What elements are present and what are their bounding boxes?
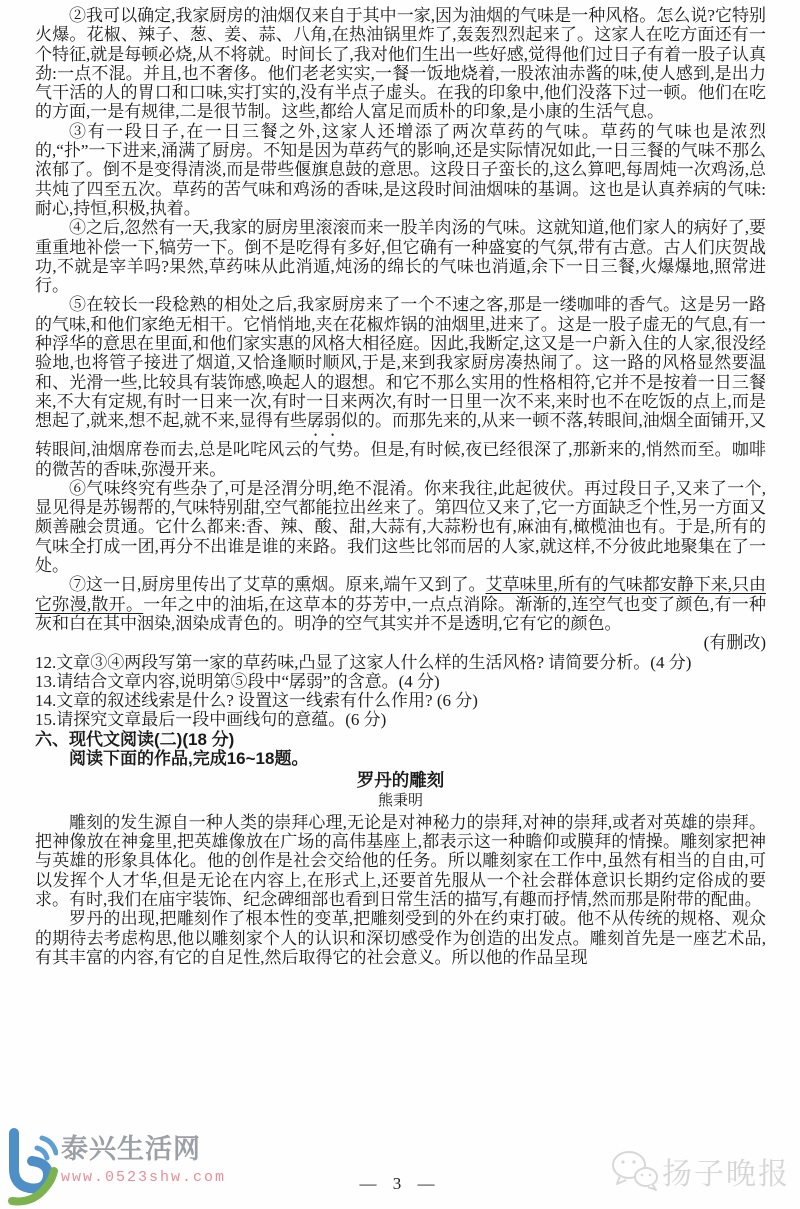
paragraph-7-text-after: 一年之中的油垢,在这草本的芬芳中,一点点消除。渐渐的,连空气也变了颜色,有一种灰和白在其中洇染,洇染成青色的。明净的空气其实并不是透明,它有它的颜色。 — [35, 594, 766, 633]
paragraph-5-text-after: 似的。而那先来的,从来一顿不落,转眼间,油烟全面铺开,又转眼间,油烟席卷而去,总是叱咤风云的气势。但是,有时候,夜已经很深了,那新来的,悄然而至。咖啡的微苦的香味,弥漫开来。 — [35, 411, 766, 479]
passage-paragraph-4: ④之后,忽然有一天,我家的厨房里滚滚而来一股羊肉汤的气味。这就知道,他们家人的病好了,要重重地补偿一下,犒劳一下。倒不是吃得有多好,但它确有一种盛宴的气氛,带有古意。古人们庆贺战功,不就是宰羊吗?果然,草药味从此消遁,炖汤的绵长的气味也消遁,余下一日三餐,火爆爆地,照常进行。 — [35, 218, 766, 296]
edit-note: (有删改) — [703, 633, 766, 653]
yangzi-watermark — [610, 1149, 790, 1193]
question-13: 13.请结合文章内容,说明第⑤段中“孱弱”的含意。(4 分) — [35, 671, 440, 691]
question-15: 15.请探究文章最后一段中画线句的意蕴。(6 分) — [35, 710, 387, 730]
essay-author: 熊秉明 — [377, 792, 423, 809]
page-number: — 3 — — [359, 1174, 441, 1193]
essay-title: 罗丹的雕刻 — [356, 770, 445, 791]
section-six-header: 六、现代文阅读(二)(18 分) — [35, 729, 235, 749]
rodin-paragraph-2: 罗丹的出现,把雕刻作了根本性的变革,把雕刻受到的外在约束打破。他不从传统的规格、观众的期待去考虑构思,他以雕刻家个人的认识和深切感受作为创造的出发点。雕刻首先是一座艺术品,有其丰富的内容,有它的自足性,然后取得它的社会意义。所以他的作品呈现 — [35, 909, 766, 967]
passage-paragraph-2: ②我可以确定,我家厨房的油烟仅来自于其中一家,因为油烟的气味是一种风格。怎么说?它特别火爆。花椒、辣子、葱、姜、蒜、八角,在热油锅里炸了,轰轰烈烈起来了。这家人在吃方面还有一个特征,就是每顿必烧,从不将就。时间长了,我对他们生出一些好感,觉得他们过日子有着一股子认真劲:一点不混。并且,也不奢侈。他们老老实实,一餐一饭地烧着,一股浓油赤酱的味,使人感到,是出力气干活的人的胃口和口味,实打实的,没有半点子虚头。在我的印象中,他们没落下过一顿。他们在吃的方面,一是有规律,二是很节制。这些,都给人富足而质朴的印象,是小康的生活气息。 — [35, 6, 766, 122]
wechat-icon — [610, 1150, 658, 1192]
question-14: 14.文章的叙述线索是什么? 设置这一线索有什么作用? (6 分) — [35, 691, 478, 711]
passage-paragraph-6: ⑥气味终究有些杂了,可是泾渭分明,绝不混淆。你来我往,此起彼伏。再过段日子,又来了一个,显见得是苏锡帮的,气味特别甜,空气都能拉出丝来了。第四位又来了,它一方面缺乏个性,另一方面又颇善融会贯通。它什么都来:香、辣、酸、甜,大蒜有,大蒜粉也有,麻油有,橄榄油也有。于是,所有的气味全打成一团,再分不出谁是谁的来路。我们这些比邻而居的人家,就这样,不分彼此地聚集在了一处。 — [35, 478, 766, 576]
yangzi-watermark-text: 扬子晚报 — [662, 1158, 790, 1191]
taixing-logo-icon — [4, 1127, 58, 1207]
taixing-site-watermark — [4, 1127, 226, 1207]
site-url: www.0523shw.com — [61, 1169, 227, 1186]
paragraph-5-text: ⑤在较长一段稔熟的相处之后,我家厨房来了一个不速之客,那是一缕咖啡的香气。这是另一路的气味,和他们家绝无相干。它悄悄地,夹在花椒炸锅的油烟里,进来了。这是一股子虚无的气息,有一种浮华的意思在里面,和他们家实惠的风格大相径庭。因此,我断定,这又是一户新入住的人家,很没经验地,也将管子接进了烟道,又恰逢顺时顺风,于是,来到我家厨房凑热闹了。这一路的风格显然要温和、光滑一些,比较具有装饰感,唤起人的遐想。和它不那么实用的性格相符,它并不是按着一日三餐来,不大有定规,有时一日来一次,有时一日来两次,有时一日里一次不来,来时也不在吃饭的点上,而是想起了,就来,想不起,就不来,显得有些 — [35, 295, 766, 431]
rodin-paragraph-1: 雕刻的发生源自一种人类的崇拜心理,无论是对神秘力的崇拜,对神的崇拜,或者对英雄的崇拜。把神像放在神龛里,把英雄像放在广场的高伟基座上,都表示这一种瞻仰或膜拜的情操。雕刻家把神与英雄的形象具体化。他的创作是社会交给他的任务。所以雕刻家在工作中,虽然有相当的自由,可以发挥个人才华,但是无论在内容上,在形式上,还要首先服从一个社会群体意识长期约定俗成的要求。有时,我们在庙宇装饰、纪念碑细部也看到日常生活的描写,有趣而抒情,然而那是附带的配曲。 — [35, 812, 766, 910]
passage-paragraph-3: ③有一段日子,在一日三餐之外,这家人还增添了两次草药的气味。草药的气味也是浓烈的,“扑”一下进来,涌满了厨房。不知是因为草药气的影响,还是实际情况如此,一日三餐的气味不那么浓郁了。倒不是变得清淡,而是带些偃旗息鼓的意思。这段日子蛮长的,这么算吧,每周炖一次鸡汤,总共炖了四至五次。草药的苦气味和鸡汤的香味,是这段时间油烟味的基调。这也是认真养病的气味:耐心,持恒,积极,执着。 — [35, 121, 766, 218]
emphasized-word: 孱弱 — [307, 411, 341, 431]
underlined-sentence: 艾草味里,所有的气味都安静下来,只由它弥漫,散开。 — [35, 575, 766, 614]
page-content — [35, 6, 766, 967]
paragraph-7-text: ⑦这一日,厨房里传出了艾草的熏烟。原来,端午又到了。 — [69, 575, 486, 595]
passage-paragraph-5 — [35, 295, 766, 478]
section-six-instruction: 阅读下面的作品,完成16~18题。 — [69, 748, 309, 768]
site-name: 泰兴生活网 — [61, 1134, 201, 1164]
passage-paragraph-7 — [35, 575, 766, 633]
question-12: 12.文章③④两段写第一家的草药味,凸显了这家人什么样的生活风格? 请简要分析。(4 分) — [35, 652, 692, 672]
